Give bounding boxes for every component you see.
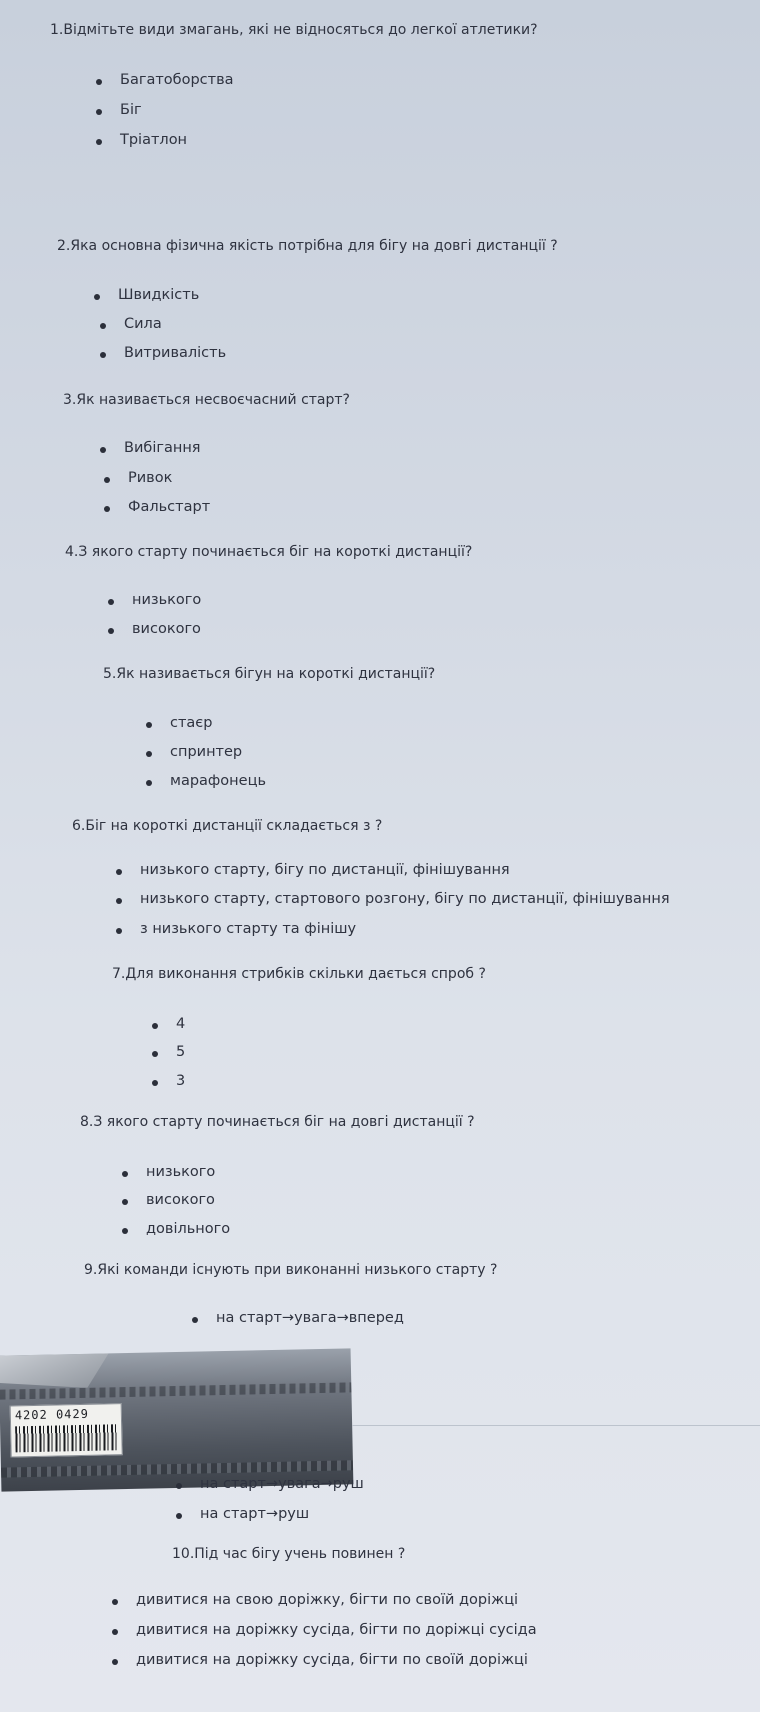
option-8-1[interactable]: низького bbox=[146, 1164, 215, 1180]
option-9-1[interactable]: на старт→увага→вперед bbox=[216, 1310, 404, 1326]
barcode-number: 4202 0429 bbox=[14, 1406, 90, 1423]
torn-wrapper-edge bbox=[0, 1353, 109, 1389]
option-4-2[interactable]: високого bbox=[132, 621, 201, 637]
bullet-icon bbox=[152, 1051, 158, 1057]
option-8-2[interactable]: високого bbox=[146, 1192, 215, 1208]
option-3-2[interactable]: Ривок bbox=[128, 470, 172, 486]
option-1-2[interactable]: Біг bbox=[120, 102, 142, 118]
question-7: 7.Для виконання стрибків скільки дається спроб ? bbox=[112, 966, 486, 982]
bullet-icon bbox=[112, 1629, 118, 1635]
option-10-3[interactable]: дивитися на доріжку сусіда, бігти по своїй доріжці bbox=[136, 1652, 528, 1668]
bullet-icon bbox=[94, 294, 100, 300]
bullet-icon bbox=[122, 1171, 128, 1177]
barcode-bars bbox=[15, 1424, 118, 1452]
bullet-icon bbox=[116, 898, 122, 904]
bullet-icon bbox=[100, 447, 106, 453]
bullet-icon bbox=[100, 352, 106, 358]
question-2: 2.Яка основна фізична якість потрібна для бігу на довгі дистанції ? bbox=[57, 238, 558, 254]
option-4-1[interactable]: низького bbox=[132, 592, 201, 608]
bullet-icon bbox=[108, 628, 114, 634]
question-10: 10.Під час бігу учень повинен ? bbox=[172, 1546, 406, 1562]
option-8-3[interactable]: довільного bbox=[146, 1221, 230, 1237]
bullet-icon bbox=[116, 928, 122, 934]
option-7-1[interactable]: 4 bbox=[176, 1016, 185, 1032]
option-5-1[interactable]: стаєр bbox=[170, 715, 212, 731]
bullet-icon bbox=[192, 1317, 198, 1323]
option-6-3[interactable]: з низького старту та фінішу bbox=[140, 921, 356, 937]
bullet-icon bbox=[108, 599, 114, 605]
paper-fold-line bbox=[352, 1425, 760, 1426]
question-6: 6.Біг на короткі дистанції складається з ? bbox=[72, 818, 383, 834]
bullet-icon bbox=[152, 1023, 158, 1029]
option-10-1[interactable]: дивитися на свою доріжку, бігти по своїй доріжці bbox=[136, 1592, 518, 1608]
bullet-icon bbox=[146, 751, 152, 757]
option-3-1[interactable]: Вибігання bbox=[124, 440, 201, 456]
bullet-icon bbox=[176, 1483, 182, 1489]
bullet-icon bbox=[96, 139, 102, 145]
bullet-icon bbox=[116, 869, 122, 875]
question-3: 3.Як називається несвоєчасний старт? bbox=[63, 392, 350, 408]
option-7-3[interactable]: 3 bbox=[176, 1073, 185, 1089]
option-9-3[interactable]: на старт→руш bbox=[200, 1506, 309, 1522]
option-10-2[interactable]: дивитися на доріжку сусіда, бігти по доріжці сусіда bbox=[136, 1622, 537, 1638]
option-6-2[interactable]: низького старту, стартового розгону, бігу по дистанції, фінішування bbox=[140, 891, 670, 907]
bullet-icon bbox=[104, 506, 110, 512]
barcode-package bbox=[0, 1348, 353, 1491]
bullet-icon bbox=[104, 477, 110, 483]
bullet-icon bbox=[176, 1513, 182, 1519]
option-5-2[interactable]: спринтер bbox=[170, 744, 242, 760]
option-9-2[interactable]: на старт→увага→руш bbox=[200, 1476, 364, 1492]
question-4: 4.З якого старту починається біг на короткі дистанції? bbox=[65, 544, 473, 560]
option-2-3[interactable]: Витривалість bbox=[124, 345, 226, 361]
option-2-2[interactable]: Сила bbox=[124, 316, 162, 332]
question-5: 5.Як називається бігун на короткі дистанції? bbox=[103, 666, 436, 682]
question-9: 9.Які команди існують при виконанні низького старту ? bbox=[84, 1262, 498, 1278]
question-1: 1.Відмітьте види змагань, які не відносяться до легкої атлетики? bbox=[50, 22, 538, 38]
bullet-icon bbox=[112, 1659, 118, 1665]
option-1-3[interactable]: Тріатлон bbox=[120, 132, 187, 148]
bullet-icon bbox=[122, 1199, 128, 1205]
bullet-icon bbox=[146, 780, 152, 786]
bullet-icon bbox=[112, 1599, 118, 1605]
bullet-icon bbox=[96, 109, 102, 115]
option-7-2[interactable]: 5 bbox=[176, 1044, 185, 1060]
barcode bbox=[10, 1403, 123, 1457]
option-2-1[interactable]: Швидкість bbox=[118, 287, 199, 303]
bullet-icon bbox=[96, 79, 102, 85]
option-1-1[interactable]: Багатоборства bbox=[120, 72, 234, 88]
bullet-icon bbox=[146, 722, 152, 728]
bullet-icon bbox=[100, 323, 106, 329]
option-6-1[interactable]: низького старту, бігу по дистанції, фінішування bbox=[140, 862, 510, 878]
option-3-3[interactable]: Фальстарт bbox=[128, 499, 210, 515]
question-8: 8.З якого старту починається біг на довгі дистанції ? bbox=[80, 1114, 475, 1130]
bullet-icon bbox=[122, 1228, 128, 1234]
option-5-3[interactable]: марафонець bbox=[170, 773, 266, 789]
bullet-icon bbox=[152, 1080, 158, 1086]
